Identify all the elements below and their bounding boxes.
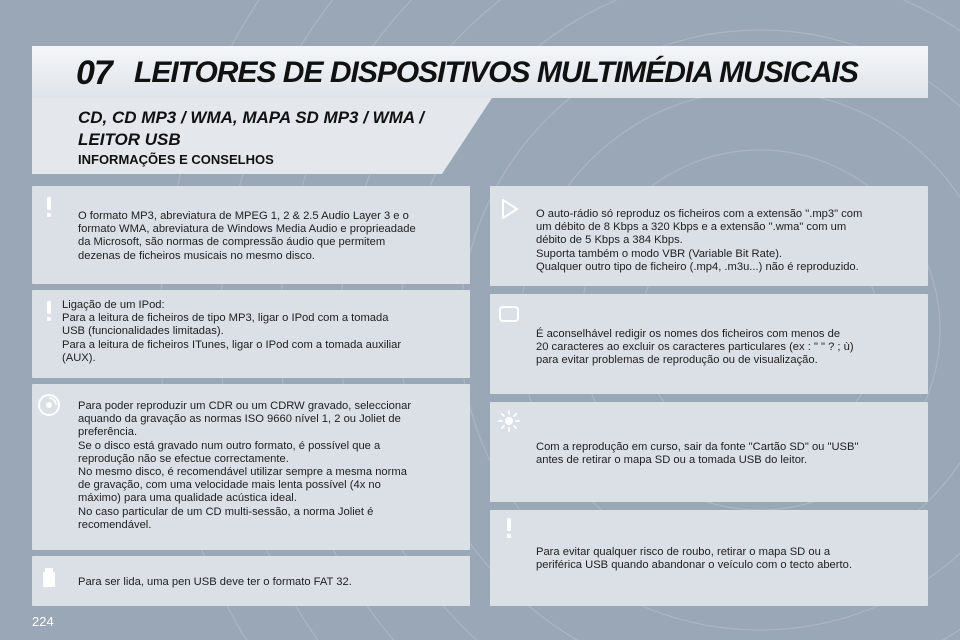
text-line: 20 caracteres ao excluir os caracteres particulares (ex : " " ? ; ù): [536, 341, 854, 354]
text-line: periférica USB quando abandonar o veículo com o tecto aberto.: [536, 559, 852, 572]
text-line: Qualquer outro tipo de ficheiro (.mp4, .m3u...) não é reproduzido.: [536, 260, 859, 273]
text-line: formato WMA, abreviatura de Windows Media Audio e proprieadade: [78, 223, 416, 236]
text-line: Suporta também o modo VBR (Variable Bit Rate).: [536, 247, 783, 260]
text-line: É aconselhável redigir os nomes dos ficheiros com menos de: [536, 328, 841, 340]
text-line: de gravação, com uma velocidade mais lenta possível (4x no: [78, 479, 381, 492]
page-number: 224: [32, 614, 54, 629]
text-line: O formato MP3, abreviatura de MPEG 1, 2 & 2.5 Audio Layer 3 e o: [78, 210, 409, 222]
text-line: Se o disco está gravado num outro formato, é possível que a: [78, 439, 381, 452]
text-line: (AUX).: [62, 351, 96, 364]
text-line: Para poder reproduzir um CDR ou um CDRW gravado, seleccionar: [78, 400, 412, 412]
section-title-line2: LEITOR USB: [78, 130, 181, 149]
text-line: Para ser lida, uma pen USB deve ter o formato FAT 32.: [78, 576, 352, 588]
section-title-line1: CD, CD MP3 / WMA, MAPA SD MP3 / WMA /: [78, 108, 424, 127]
disc-icon: [36, 392, 62, 418]
text-line: Com a reprodução em curso, sair da fonte "Cartão SD" ou "USB": [536, 441, 859, 453]
note-icon: [496, 301, 522, 327]
exclamation-icon: [36, 194, 62, 220]
chapter-number: 07: [76, 54, 112, 92]
text-line: No mesmo disco, é recomendável utilizar sempre a mesma norma: [78, 466, 407, 479]
text-line: para evitar problemas de reprodução ou de visualização.: [536, 354, 818, 367]
info-card-file-names-text: [536, 328, 924, 368]
text-line: débito de 5 Kbps a 384 Kbps.: [536, 234, 683, 247]
text-line: O auto-rádio só reproduz os ficheiros com a extensão ".mp3" com: [536, 208, 863, 220]
info-card-theft-text: [536, 546, 924, 572]
info-card-usb-format-text: [78, 576, 466, 589]
text-line: preferência.: [78, 426, 138, 439]
exclamation-icon: [496, 515, 522, 541]
info-card-cdr-text: [78, 400, 466, 532]
text-line: No caso particular de um CD multi-sessão, a norma Joliet é: [78, 505, 374, 518]
chapter-title: LEITORES DE DISPOSITIVOS MULTIMÉDIA MUSICAIS: [134, 56, 858, 89]
info-card-mp3-format-text: [78, 210, 466, 263]
sun-icon: [496, 408, 522, 434]
info-card-remove-source-text: [536, 441, 924, 467]
text-line: máximo) para uma qualidade acústica ideal.: [78, 492, 297, 505]
usb-stick-icon: [36, 564, 62, 590]
text-line: Ligação de um IPod:: [62, 299, 165, 311]
text-line: Para a leitura de ficheiros de tipo MP3, ligar o IPod com a tomada: [62, 312, 389, 325]
text-line: dezenas de ficheiros musicais no mesmo disco.: [78, 249, 315, 262]
text-line: um débito de 8 Kbps a 320 Kbps e a extensão ".wma" com um: [536, 221, 847, 234]
text-line: da Microsoft, são normas de compressão áudio que permitem: [78, 236, 386, 249]
info-card-file-types-text: [536, 208, 924, 274]
exclamation-icon: [36, 298, 62, 324]
info-card-ipod-text: [62, 299, 466, 365]
text-line: Para evitar qualquer risco de roubo, retirar o mapa SD ou a: [536, 546, 831, 558]
text-line: Para a leitura de ficheiros ITunes, ligar o IPod com a tomada auxiliar: [62, 338, 402, 351]
text-line: antes de retirar o mapa SD ou a tomada USB do leitor.: [536, 454, 808, 467]
text-line: aquando da gravação as normas ISO 9660 nível 1, 2 ou Joliet de: [78, 413, 401, 426]
text-line: USB (funcionalidades limitadas).: [62, 325, 224, 338]
text-line: reprodução não se efectue correctamente.: [78, 452, 289, 465]
section-subtitle: INFORMAÇÕES E CONSELHOS: [78, 152, 274, 167]
text-line: recomendável.: [78, 518, 152, 531]
play-icon: [496, 196, 522, 222]
section-title: [78, 107, 488, 151]
